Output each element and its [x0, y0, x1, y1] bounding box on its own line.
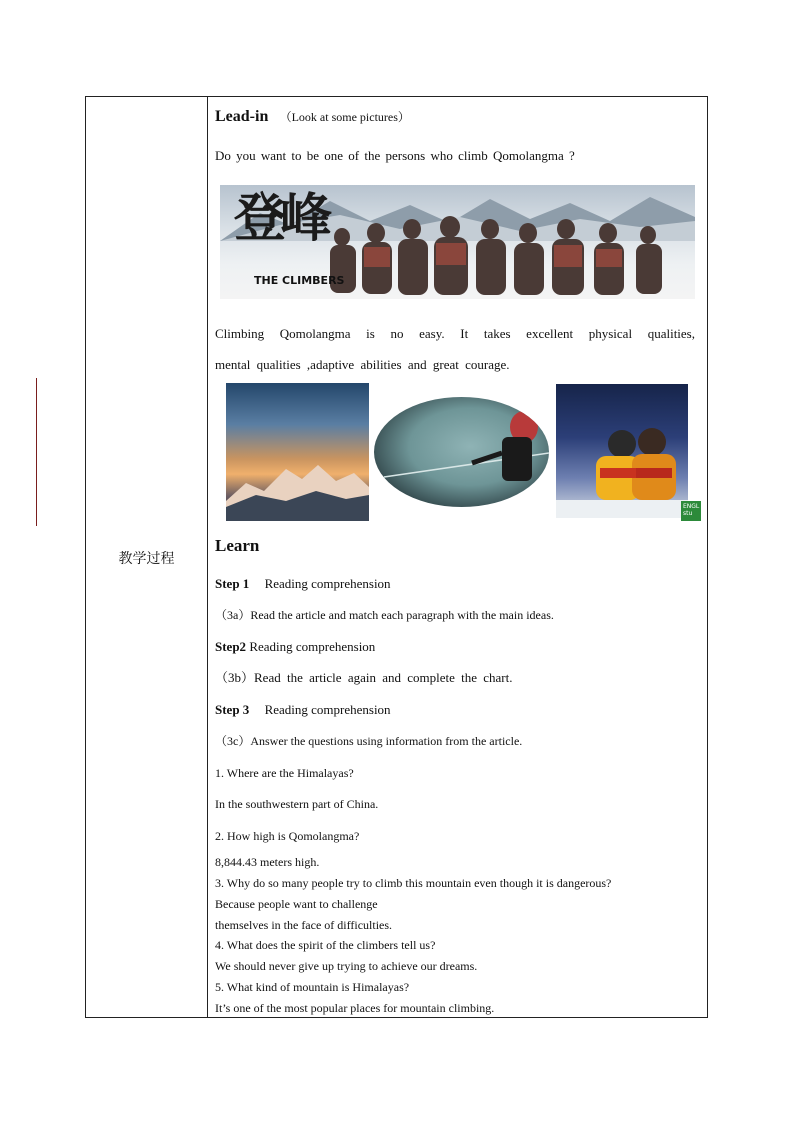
step3-text: Reading comprehension	[264, 702, 391, 717]
step1-text: Reading comprehension	[264, 576, 391, 591]
step3-task: （3c）Answer the questions using information from the article.	[215, 734, 523, 748]
mountain-sunset-photo	[226, 383, 369, 521]
leadin-subheading: （Look at some pictures）	[279, 110, 410, 124]
climber-on-ice-graphic	[374, 397, 549, 507]
answer-4: We should never give up trying to achieve our dreams.	[215, 959, 478, 973]
summit-climbers-photo	[556, 384, 688, 518]
answer-2: 8,844.43 meters high.	[215, 855, 320, 869]
question-3: 3. Why do so many people try to climb this mountain even though it is dangerous?	[215, 876, 612, 890]
step2-task: （3b）Read the article again and complete the chart.	[215, 670, 513, 685]
step2-text: Reading comprehension	[249, 639, 376, 654]
banner-subtitle: THE CLIMBERS	[254, 274, 345, 287]
answer-3-line-1: Because people want to challenge	[215, 897, 378, 911]
leadin-heading: Lead-in	[215, 108, 269, 125]
answer-3-line-2: themselves in the face of difficulties.	[215, 918, 393, 932]
step2-label: Step2	[215, 639, 247, 654]
lesson-table	[85, 96, 708, 1018]
step1-label: Step 1	[215, 576, 250, 591]
climbers-group-graphic	[312, 215, 692, 297]
answer-1: In the southwestern part of China.	[215, 797, 379, 811]
leadin-question: Do you want to be one of the persons who climb Qomolangma ?	[215, 148, 575, 163]
answer-5: It’s one of the most popular places for mountain climbing.	[215, 1001, 495, 1015]
learn-heading: Learn	[215, 536, 260, 555]
leadin-header	[215, 109, 410, 125]
snow-peaks-graphic	[226, 383, 369, 521]
step1-row	[215, 576, 391, 592]
step3-label: Step 3	[215, 702, 250, 717]
step2-row	[215, 639, 375, 655]
badge-text: ENGL stu	[683, 503, 700, 517]
question-5: 5. What kind of mountain is Himalayas?	[215, 980, 410, 994]
question-4: 4. What does the spirit of the climbers tell us?	[215, 938, 436, 952]
column-divider	[207, 97, 208, 1017]
banner-title-glyph: 登峰	[234, 188, 327, 249]
margin-line	[36, 378, 37, 526]
climbers-banner-image	[220, 185, 695, 299]
row-label: 教学过程	[118, 551, 175, 567]
leadin-paragraph-line-2: mental qualities ,adaptive abilities and great courage.	[215, 357, 510, 372]
step3-row	[215, 702, 391, 718]
question-2: 2. How high is Qomolangma?	[215, 829, 360, 843]
step1-task: （3a）Read the article and match each paragraph with the main ideas.	[215, 608, 554, 622]
question-1: 1. Where are the Himalayas?	[215, 766, 354, 780]
leadin-paragraph-line-1: Climbing Qomolangma is no easy. It takes excellent physical qualities,	[215, 326, 695, 341]
badge-icon	[681, 501, 701, 521]
learn-heading-row	[215, 538, 259, 555]
summit-climbers-graphic	[556, 384, 688, 518]
ice-climber-photo	[374, 397, 549, 507]
